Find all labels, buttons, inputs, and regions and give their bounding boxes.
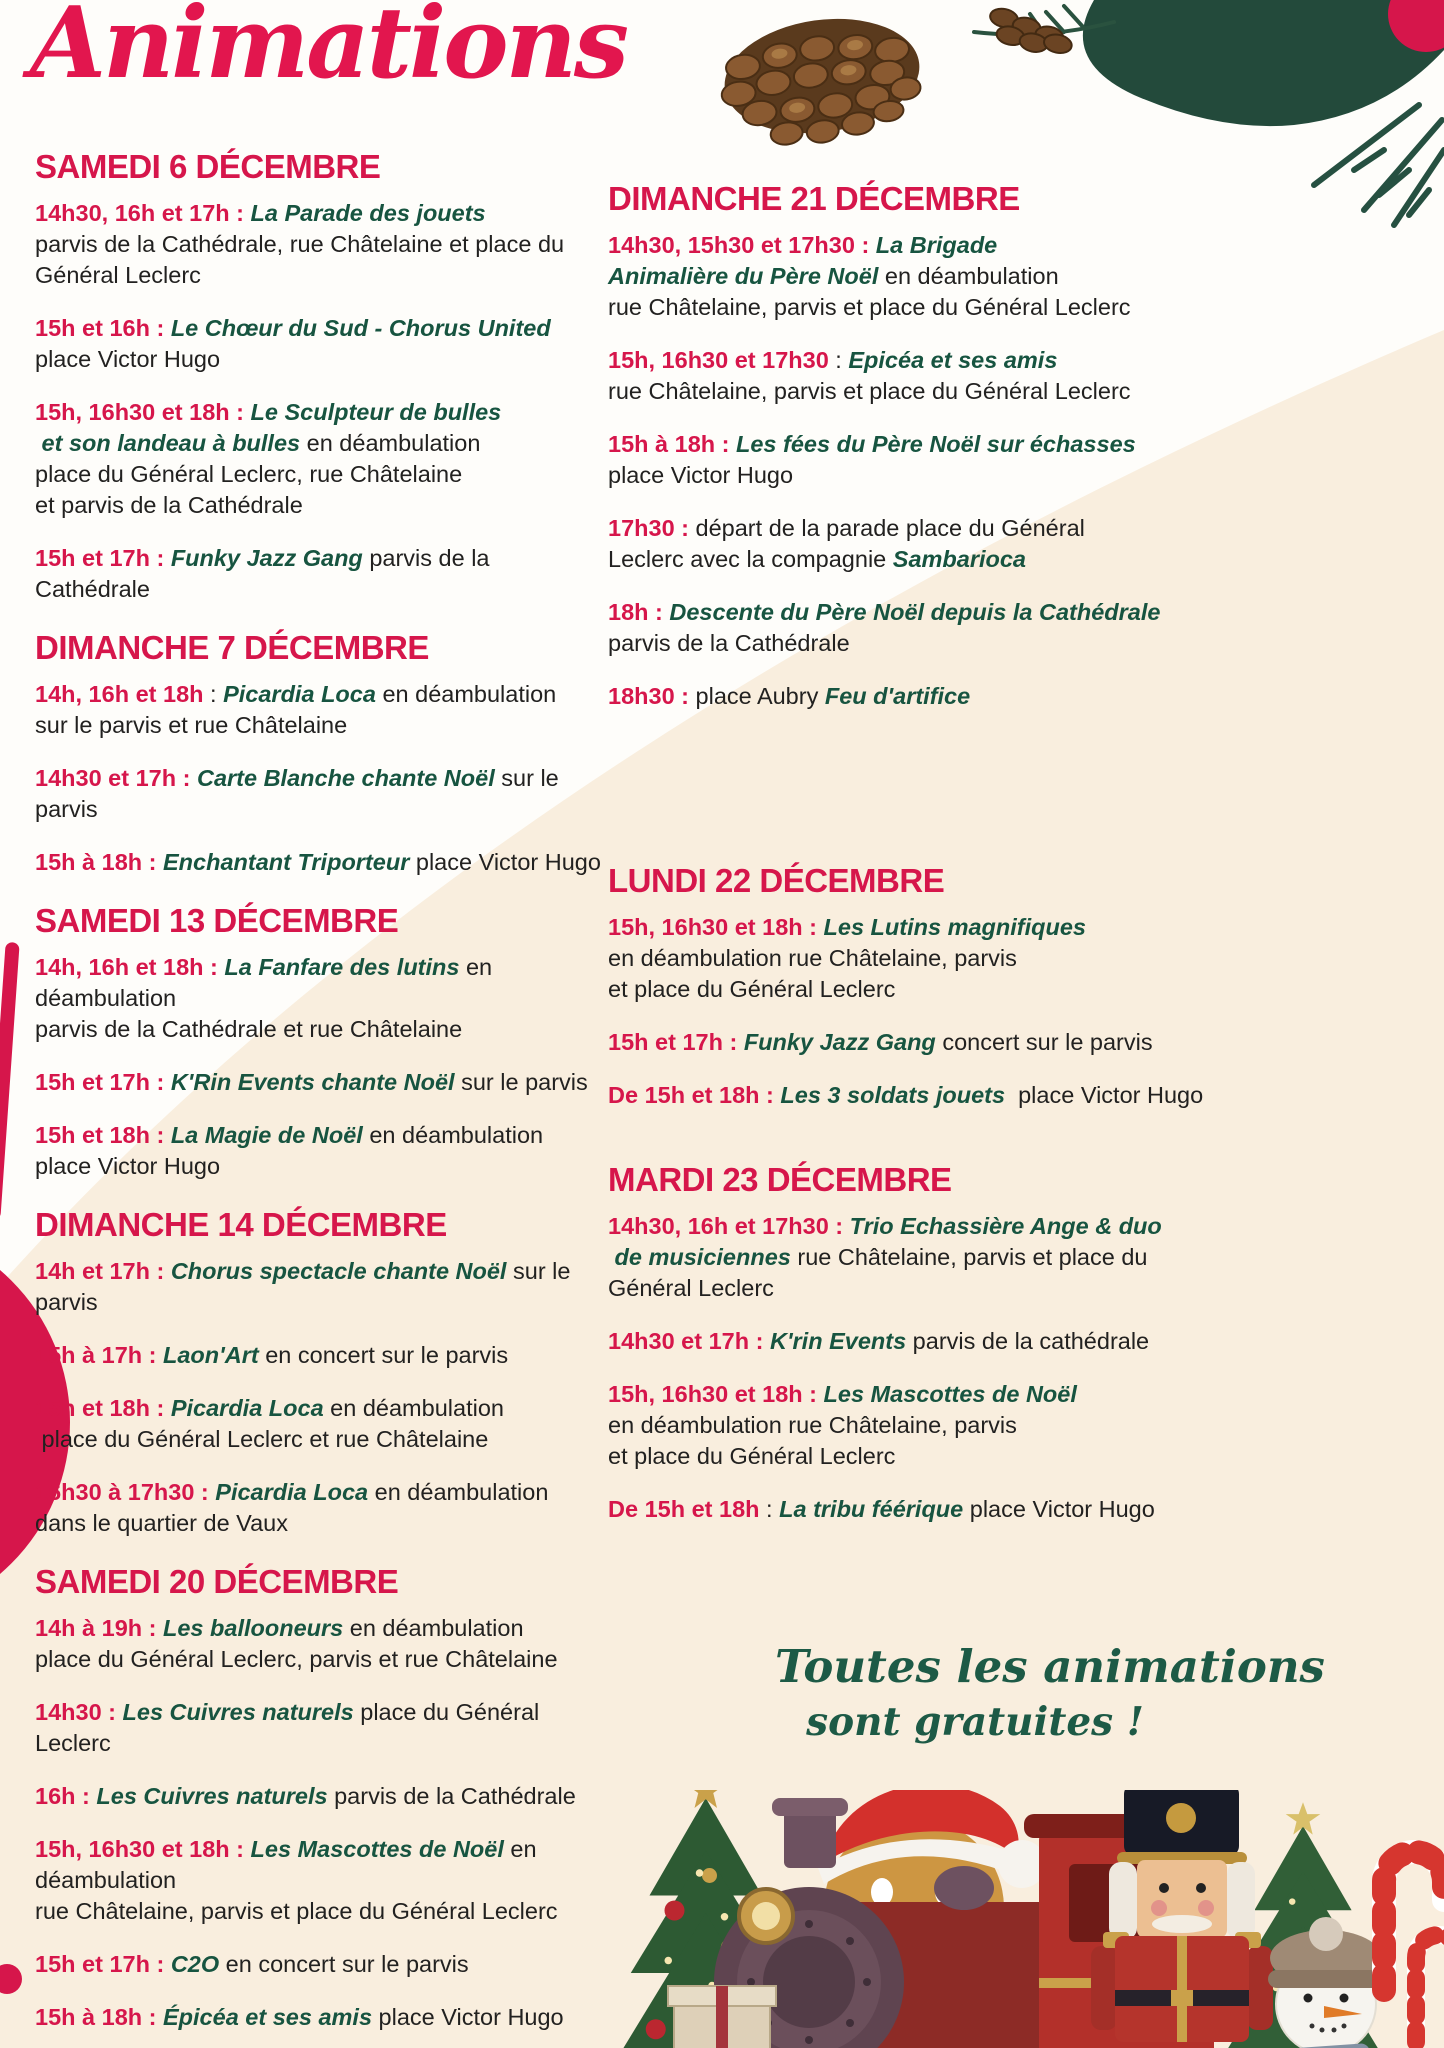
event-item bbox=[35, 1340, 610, 1371]
event-item bbox=[608, 230, 1368, 323]
event-time: 18h30 : bbox=[608, 683, 696, 709]
event-item bbox=[608, 1379, 1368, 1472]
event-time: 15h, 16h30 et 18h : bbox=[608, 1381, 824, 1407]
event-time: 17h30 : bbox=[608, 515, 696, 541]
event-title: Les Lutins magnifiques bbox=[823, 914, 1086, 940]
event-text: place du Général Leclerc bbox=[35, 1699, 546, 1756]
event-time: 15h à 18h : bbox=[35, 849, 163, 875]
free-admission-note bbox=[775, 1640, 1325, 1745]
event-item bbox=[608, 912, 1368, 1005]
gift-box-icon bbox=[668, 1986, 776, 2048]
event-text: place Victor Hugo bbox=[372, 2004, 564, 2030]
event-title: Les 3 soldats jouets bbox=[780, 1082, 1006, 1108]
event-text: : bbox=[203, 681, 224, 707]
event-text: rue Châtelaine, parvis et place du Général Leclerc bbox=[608, 1244, 1148, 1301]
event-title: Picardia Loca bbox=[170, 1395, 324, 1421]
event-time: 15h, 16h30 et 18h : bbox=[35, 399, 251, 425]
event-text: : bbox=[759, 1496, 780, 1522]
day-section bbox=[608, 1161, 1368, 1525]
event-time: 14h30 et 17h : bbox=[35, 765, 197, 791]
event-text: en déambulation place du Général Leclerc, parvis et rue Châtelaine bbox=[35, 1615, 558, 1672]
event-title: La Fanfare des lutins bbox=[224, 954, 460, 980]
event-text: parvis de la cathédrale bbox=[906, 1328, 1150, 1354]
event-title: Les Mascottes de Noël bbox=[823, 1381, 1077, 1407]
event-text: parvis de la Cathédrale bbox=[35, 545, 497, 602]
event-title: Feu d'artifice bbox=[824, 683, 971, 709]
event-item bbox=[35, 198, 610, 291]
event-title: Sambarioca bbox=[892, 546, 1026, 572]
event-item bbox=[608, 429, 1368, 491]
event-text: sur le parvis bbox=[35, 1258, 577, 1315]
event-title: Picardia Loca bbox=[223, 681, 376, 707]
event-time: 15h et 18h : bbox=[35, 1122, 171, 1148]
event-item bbox=[35, 1120, 610, 1182]
event-title: Funky Jazz Gang bbox=[170, 545, 363, 571]
right-column bbox=[608, 180, 1368, 1549]
day-section bbox=[35, 1563, 610, 2033]
event-title: Les Mascottes de Noël bbox=[250, 1836, 504, 1862]
event-text: en déambulation rue Châtelaine, parvis et place du Général Leclerc bbox=[608, 263, 1131, 320]
event-time: 14h30, 16h et 17h30 : bbox=[608, 1213, 850, 1239]
event-text: parvis de la Cathédrale bbox=[327, 1783, 576, 1809]
event-title: K'rin Events bbox=[769, 1328, 907, 1354]
event-time: 14h et 17h : bbox=[35, 1258, 171, 1284]
event-text: en déambulation parvis de la Cathédrale et rue Châtelaine bbox=[35, 954, 493, 1042]
event-item bbox=[35, 2002, 610, 2033]
event-item bbox=[608, 513, 1368, 575]
event-text: parvis de la Cathédrale, rue Châtelaine et place du Général Leclerc bbox=[35, 231, 565, 288]
event-text: parvis de la Cathédrale bbox=[608, 630, 850, 656]
event-title: Enchantant Triporteur bbox=[163, 849, 410, 875]
event-time: 15h à 17h : bbox=[35, 1342, 163, 1368]
event-item bbox=[608, 1326, 1368, 1357]
date-header: DIMANCHE 7 DÉCEMBRE bbox=[35, 629, 429, 666]
event-text: : bbox=[828, 347, 849, 373]
event-item bbox=[608, 597, 1368, 659]
event-text: place Aubry bbox=[695, 683, 825, 709]
left-column bbox=[35, 148, 610, 2048]
event-text: en déambulation dans le quartier de Vaux bbox=[35, 1479, 549, 1536]
day-section bbox=[35, 902, 610, 1182]
event-item bbox=[35, 313, 610, 375]
date-header: DIMANCHE 14 DÉCEMBRE bbox=[35, 1206, 447, 1243]
event-time: 16h30 à 17h30 : bbox=[35, 1479, 216, 1505]
event-title: Trio Echassière Ange & duo de musiciennes bbox=[614, 1213, 1162, 1270]
event-time: 14h, 16h et 18h : bbox=[35, 954, 225, 980]
event-text: place Victor Hugo bbox=[608, 462, 794, 488]
event-title: Le Sculpteur de bulles et son landeau à bulles bbox=[41, 399, 502, 456]
event-time: 15h et 16h : bbox=[35, 315, 171, 341]
event-item bbox=[35, 952, 610, 1045]
event-time: 15h et 17h : bbox=[35, 1951, 171, 1977]
event-item bbox=[35, 763, 610, 825]
date-header: DIMANCHE 21 DÉCEMBRE bbox=[608, 180, 1020, 217]
event-time: 14h30, 15h30 et 17h30 : bbox=[608, 232, 876, 258]
event-title: Laon'Art bbox=[163, 1342, 259, 1368]
event-text: départ de la parade place du Général Leclerc avec la compagnie bbox=[608, 515, 1085, 572]
date-header: MARDI 23 DÉCEMBRE bbox=[608, 1161, 952, 1198]
day-section bbox=[35, 1206, 610, 1539]
event-text: place Victor Hugo bbox=[963, 1496, 1155, 1522]
event-item bbox=[35, 1613, 610, 1675]
event-title: Les Cuivres naturels bbox=[122, 1699, 354, 1725]
event-text: en déambulation rue Châtelaine, parvis et place du Général Leclerc bbox=[35, 1836, 558, 1924]
date-header: SAMEDI 20 DÉCEMBRE bbox=[35, 1563, 399, 1600]
event-text: place Victor Hugo bbox=[35, 346, 221, 372]
event-title: K'Rin Events chante Noël bbox=[170, 1069, 455, 1095]
event-text: en déambulation rue Châtelaine, parvis et place du Général Leclerc bbox=[608, 945, 1017, 1002]
event-title: Chorus spectacle chante Noël bbox=[170, 1258, 507, 1284]
event-item bbox=[608, 345, 1368, 407]
event-time: 18h : bbox=[608, 599, 670, 625]
day-section bbox=[35, 629, 610, 878]
event-item bbox=[35, 1697, 610, 1759]
event-title: Funky Jazz Gang bbox=[743, 1029, 936, 1055]
event-text: en déambulation place Victor Hugo bbox=[35, 1122, 544, 1179]
event-text: en déambulation place du Général Leclerc, rue Châtelaine et parvis de la Cathédrale bbox=[35, 430, 481, 518]
event-title: La Magie de Noël bbox=[170, 1122, 363, 1148]
event-title: Les ballooneurs bbox=[163, 1615, 344, 1641]
event-item bbox=[35, 1393, 610, 1455]
event-time: 15h à 18h : bbox=[608, 431, 736, 457]
event-time: De 15h et 18h : bbox=[608, 1082, 781, 1108]
day-section bbox=[608, 862, 1368, 1111]
event-title: La tribu féérique bbox=[779, 1496, 964, 1522]
event-item bbox=[608, 1080, 1368, 1111]
event-item bbox=[35, 847, 610, 878]
event-text: place Victor Hugo bbox=[1005, 1082, 1204, 1108]
page-title: Animations bbox=[30, 0, 626, 101]
event-item bbox=[35, 543, 610, 605]
event-time: 14h30 : bbox=[35, 1699, 123, 1725]
day-section bbox=[35, 148, 610, 605]
event-title: Le Chœur du Sud - Chorus United bbox=[170, 315, 551, 341]
event-time: 14h30 et 17h : bbox=[608, 1328, 770, 1354]
event-item bbox=[35, 397, 610, 521]
event-text: place Victor Hugo bbox=[409, 849, 601, 875]
event-text: en déambulation rue Châtelaine, parvis et place du Général Leclerc bbox=[608, 1412, 1017, 1469]
pine-cone-icon bbox=[715, 4, 930, 149]
event-time: De 15h et 18h bbox=[608, 1496, 760, 1522]
event-title: La Parade des jouets bbox=[250, 200, 486, 226]
event-title: Epicéa et ses amis bbox=[848, 347, 1058, 373]
candy-cane-icon bbox=[1384, 1852, 1444, 2042]
event-title: Épicéa et ses amis bbox=[163, 2004, 373, 2030]
event-time: 14h à 19h : bbox=[35, 1615, 163, 1641]
event-time: 15h et 18h : bbox=[35, 1395, 171, 1421]
event-text: concert sur le parvis bbox=[935, 1029, 1153, 1055]
event-item bbox=[35, 1256, 610, 1318]
footer-line2: sont gratuites ! bbox=[806, 1699, 1144, 1745]
day-section bbox=[608, 180, 1368, 712]
event-text: en déambulation sur le parvis et rue Châtelaine bbox=[35, 681, 557, 738]
event-item bbox=[35, 1834, 610, 1927]
event-time: 15h, 16h30 et 17h30 bbox=[608, 347, 829, 373]
event-title: Picardia Loca bbox=[215, 1479, 369, 1505]
event-item bbox=[35, 679, 610, 741]
event-time: 15h à 18h : bbox=[35, 2004, 163, 2030]
event-time: 14h30, 16h et 17h : bbox=[35, 200, 251, 226]
event-text: sur le parvis bbox=[454, 1069, 588, 1095]
event-time: 15h et 17h : bbox=[608, 1029, 744, 1055]
event-time: 15h, 16h30 et 18h : bbox=[608, 914, 824, 940]
event-title: Carte Blanche chante Noël bbox=[196, 765, 495, 791]
date-header: SAMEDI 13 DÉCEMBRE bbox=[35, 902, 399, 939]
event-time: 14h, 16h et 18h bbox=[35, 681, 204, 707]
footer-line1: Toutes les animations bbox=[775, 1640, 1325, 1693]
event-title: C2O bbox=[170, 1951, 220, 1977]
event-text: en concert sur le parvis bbox=[258, 1342, 509, 1368]
event-item bbox=[35, 1067, 610, 1098]
date-header: LUNDI 22 DÉCEMBRE bbox=[608, 862, 945, 899]
event-text: en concert sur le parvis bbox=[219, 1951, 469, 1977]
event-title: La Brigade Animalière du Père Noël bbox=[608, 232, 998, 289]
event-time: 15h, 16h30 et 18h : bbox=[35, 1836, 251, 1862]
event-item bbox=[608, 1027, 1368, 1058]
date-header: SAMEDI 6 DÉCEMBRE bbox=[35, 148, 381, 185]
event-item bbox=[608, 681, 1368, 712]
event-item bbox=[35, 1949, 610, 1980]
event-item bbox=[608, 1494, 1368, 1525]
event-item bbox=[35, 1477, 610, 1539]
event-item bbox=[35, 1781, 610, 1812]
event-text: rue Châtelaine, parvis et place du Général Leclerc bbox=[608, 378, 1131, 404]
event-title: Les Cuivres naturels bbox=[96, 1783, 328, 1809]
event-text: en déambulation place du Général Leclerc et rue Châtelaine bbox=[41, 1395, 504, 1452]
event-text: sur le parvis bbox=[35, 765, 566, 822]
event-time: 16h : bbox=[35, 1783, 97, 1809]
event-title: Descente du Père Noël depuis la Cathédrale bbox=[669, 599, 1161, 625]
event-time: 15h et 17h : bbox=[35, 545, 171, 571]
event-title: Les fées du Père Noël sur échasses bbox=[736, 431, 1136, 457]
event-item bbox=[608, 1211, 1368, 1304]
event-time: 15h et 17h : bbox=[35, 1069, 171, 1095]
christmas-collage bbox=[554, 1790, 1444, 2048]
